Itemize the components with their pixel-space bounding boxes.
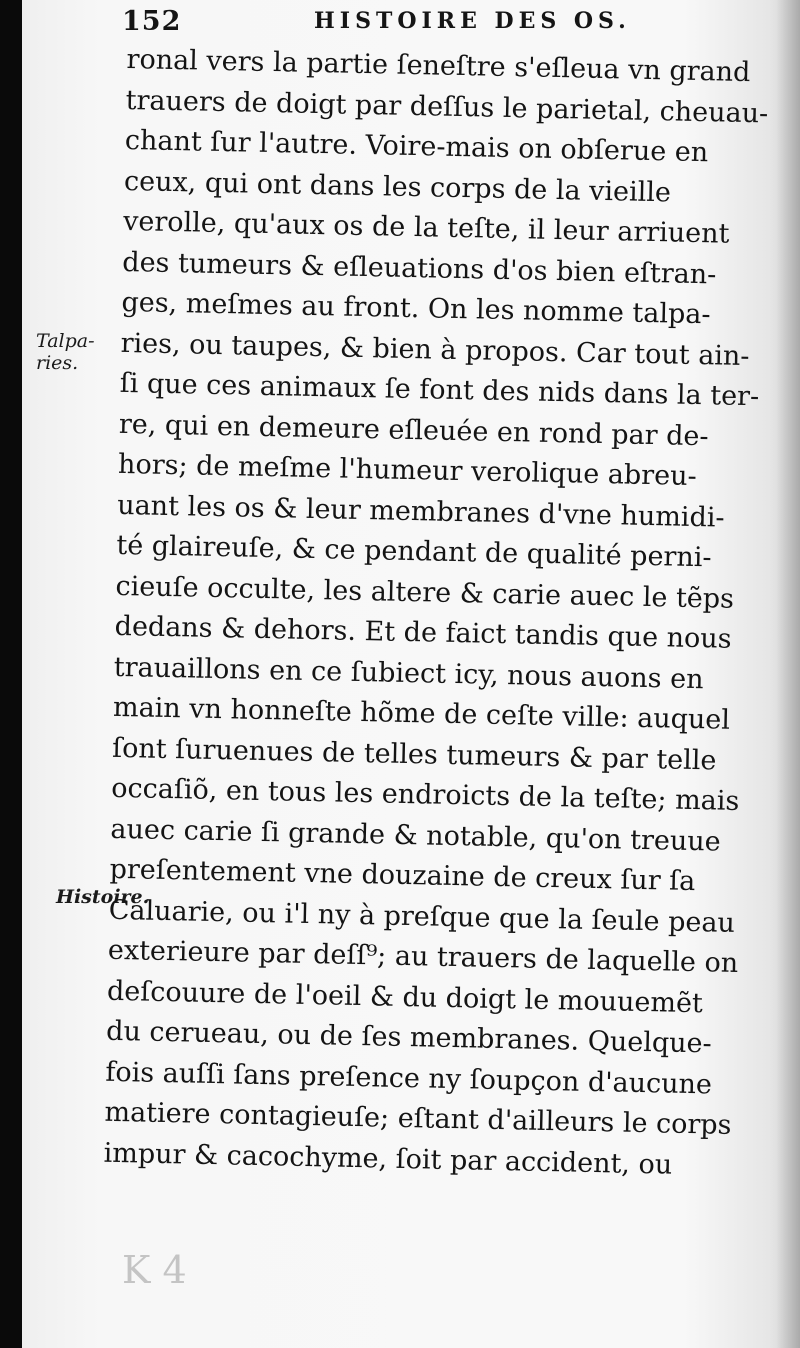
text-line: trauaillons en ce ſubiect icy, nous auons en — [113, 651, 704, 695]
text-line: preſentement vne douzaine de creux ſur ſa — [109, 853, 696, 898]
text-line: auec carie ſi grande & notable, qu'on treuue — [110, 813, 721, 858]
text-line: ronal vers la partie ſeneſtre s'eſleua vn grand — [126, 43, 751, 89]
text-line: ries, ou taupes, & bien à propos. Car tout ain- — [120, 327, 750, 372]
text-line: dedans & dehors. Et de faict tandis que nous — [114, 610, 732, 655]
text-line: impur & cacochyme, ſoit par accident, ou — [103, 1137, 673, 1181]
text-line: des tumeurs & eſleuations d'os bien eſtran- — [122, 246, 717, 290]
text-line: ſi que ces animaux ſe font des nids dans la ter- — [119, 367, 760, 413]
text-line: cieuſe occulte, les altere & carie auec le tẽps — [115, 570, 735, 615]
text-line: fois auſſi ſans preſence ny ſoupçon d'aucune — [105, 1056, 713, 1100]
text-line: té glaireuſe, & ce pendant de qualité perni- — [116, 529, 712, 574]
text-line: occaſiõ, en tous les endroicts de la teſte; mais — [110, 772, 740, 817]
text-line: uant les os & leur membranes d'vne humidi- — [116, 489, 725, 534]
scan-shadow — [0, 0, 22, 1348]
margin-note-talparies: Talpa- ries. — [36, 330, 95, 374]
signature-mark: K 4 — [122, 1248, 187, 1292]
page-number: 152 — [122, 6, 182, 37]
text-line: Caluarie, ou i'l ny à preſque que la ſeule peau — [108, 894, 736, 939]
text-line: main vn honneſte hõme de ceſte ville: auquel — [112, 691, 731, 736]
text-line: verolle, qu'aux os de la teſte, il leur arriuent — [122, 205, 730, 250]
text-line: ges, meſmes au front. On les nomme talpa- — [121, 286, 711, 331]
text-line: re, qui en demeure eſleuée en rond par de- — [118, 408, 709, 452]
page-edge-shading — [776, 0, 800, 1348]
body-text — [103, 40, 777, 1187]
text-line: chant ſur l'autre. Voire-mais on obſerue en — [124, 124, 709, 169]
book-page — [22, 0, 800, 1348]
margin-note-histoire: Histoire. — [56, 886, 150, 908]
text-line: deſcouure de l'oeil & du doigt le mouuemẽt — [106, 975, 704, 1019]
text-line: ſont ſuruenues de telles tumeurs & par telle — [111, 732, 717, 776]
running-title: HISTOIRE DES OS. — [314, 8, 631, 34]
text-line: du cerueau, ou de ſes membranes. Quelque- — [105, 1015, 712, 1060]
text-line: matiere contagieuſe; eſtant d'ailleurs le corps — [104, 1096, 732, 1141]
text-line: hors; de meſme l'humeur verolique abreu- — [117, 448, 697, 493]
text-line: ceux, qui ont dans les corps de la vieille — [123, 165, 672, 208]
text-line: exterieure par deſſ⁹; au trauers de laquelle on — [107, 934, 739, 979]
text-line: trauers de doigt par deſſus le parietal, cheuau- — [125, 84, 769, 129]
page-header — [122, 2, 682, 36]
